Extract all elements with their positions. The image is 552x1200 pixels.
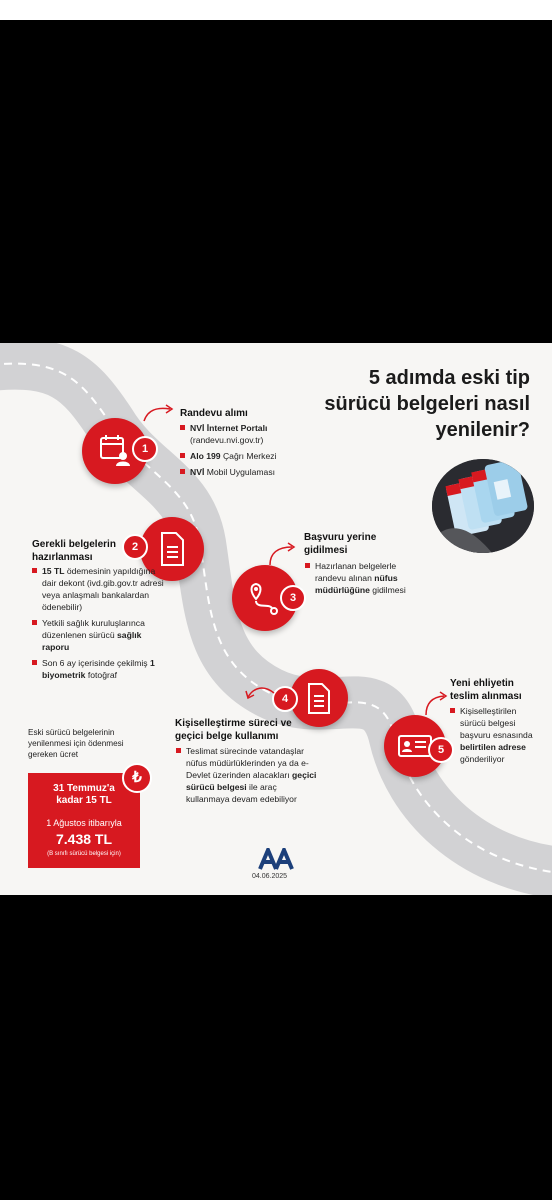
driver-license-photo bbox=[432, 459, 534, 553]
step-5-heading bbox=[450, 677, 522, 703]
list-item: 15 TL ödemesinin yapıldığına dair dekont (ivd.gib.gov.tr adresi veya anlaşmalı bankalardan ödenebilir) bbox=[32, 565, 167, 613]
page-title bbox=[324, 365, 530, 443]
list-item: Teslimat sürecinde vatandaşlar nüfus müdürlüklerinden ya da e-Devlet üzerinden alacakları geçici sürücü belgesi ile araç kullanmaya devam edebiliyor bbox=[176, 745, 322, 805]
step-4-list bbox=[176, 745, 322, 809]
infographic bbox=[0, 343, 552, 895]
list-item: NVİ Mobil Uygulaması bbox=[180, 466, 310, 478]
title-line-2: sürücü belgeleri nasıl bbox=[324, 393, 530, 415]
fee-note: (B sınıfı sürücü belgesi için) bbox=[47, 851, 121, 857]
fee-line-1: 31 Temmuz'a bbox=[53, 783, 115, 794]
step-3-number: 3 bbox=[280, 585, 306, 611]
step-5-heading-line-2: teslim alınması bbox=[450, 691, 522, 702]
step-5-number: 5 bbox=[428, 737, 454, 763]
step-1-arrow bbox=[142, 403, 174, 423]
step-2-number: 2 bbox=[122, 534, 148, 560]
step-1-list bbox=[180, 422, 310, 482]
step-3-arrow bbox=[266, 541, 296, 567]
step-2-list bbox=[32, 565, 167, 685]
step-4-heading bbox=[175, 717, 292, 743]
step-3-list bbox=[305, 560, 423, 600]
publish-date: 04.06.2025 bbox=[252, 873, 288, 880]
top-white-strip bbox=[0, 0, 552, 20]
aa-logo bbox=[258, 848, 294, 870]
step-2-heading-line-2: hazırlanması bbox=[32, 552, 93, 563]
step-4-heading-line-1: Kişiselleştirme süreci ve bbox=[175, 718, 292, 729]
step-4-heading-line-2: geçici belge kullanımı bbox=[175, 731, 279, 742]
step-3-heading bbox=[304, 531, 376, 557]
step-5-heading-line-1: Yeni ehliyetin bbox=[450, 678, 514, 689]
step-4-number: 4 bbox=[272, 686, 298, 712]
fee-amount: 7.438 TL bbox=[55, 831, 113, 847]
fee-box bbox=[28, 773, 140, 868]
fee-line-3: 1 Ağustos itibarıyla bbox=[46, 818, 122, 828]
step-3-heading-line-2: gidilmesi bbox=[304, 545, 348, 556]
step-1-heading: Randevu alımı bbox=[180, 408, 248, 419]
list-item: Hazırlanan belgelerle randevu alınan nüfus müdürlüğüne gidilmesi bbox=[305, 560, 423, 596]
fee-label: Eski sürücü belgelerinin yenilenmesi için ödenmesi gereken ücret bbox=[28, 728, 124, 759]
step-1-number: 1 bbox=[132, 436, 158, 462]
list-item: Kişiselleştirilen sürücü belgesi başvuru esnasında belirtilen adrese gönderiliyor bbox=[450, 705, 540, 765]
fee-line-2: kadar 15 TL bbox=[56, 795, 112, 806]
step-2-heading bbox=[32, 538, 116, 564]
step-4-arrow bbox=[244, 683, 276, 701]
list-item: NVİ İnternet Portalı (randevu.nvi.gov.tr) bbox=[180, 422, 310, 446]
list-item: Son 6 ay içerisinde çekilmiş 1 biyometrik fotoğraf bbox=[32, 657, 167, 681]
title-line-1: 5 adımda eski tip bbox=[368, 367, 530, 389]
step-4-circle bbox=[290, 669, 348, 727]
step-5-list bbox=[450, 705, 540, 769]
title-line-3: yenilenir? bbox=[435, 419, 530, 441]
step-2-heading-line-1: Gerekli belgelerin bbox=[32, 539, 116, 550]
lira-icon: ₺ bbox=[122, 763, 152, 793]
step-3-heading-line-1: Başvuru yerine bbox=[304, 532, 377, 543]
fee-period-1 bbox=[28, 783, 140, 807]
step-5-arrow bbox=[422, 691, 448, 717]
list-item: Yetkili sağlık kuruluşlarınca düzenlenen sürücü sağlık raporu bbox=[32, 617, 167, 653]
list-item: Alo 199 Çağrı Merkezi bbox=[180, 450, 310, 462]
document-icon bbox=[290, 669, 348, 727]
